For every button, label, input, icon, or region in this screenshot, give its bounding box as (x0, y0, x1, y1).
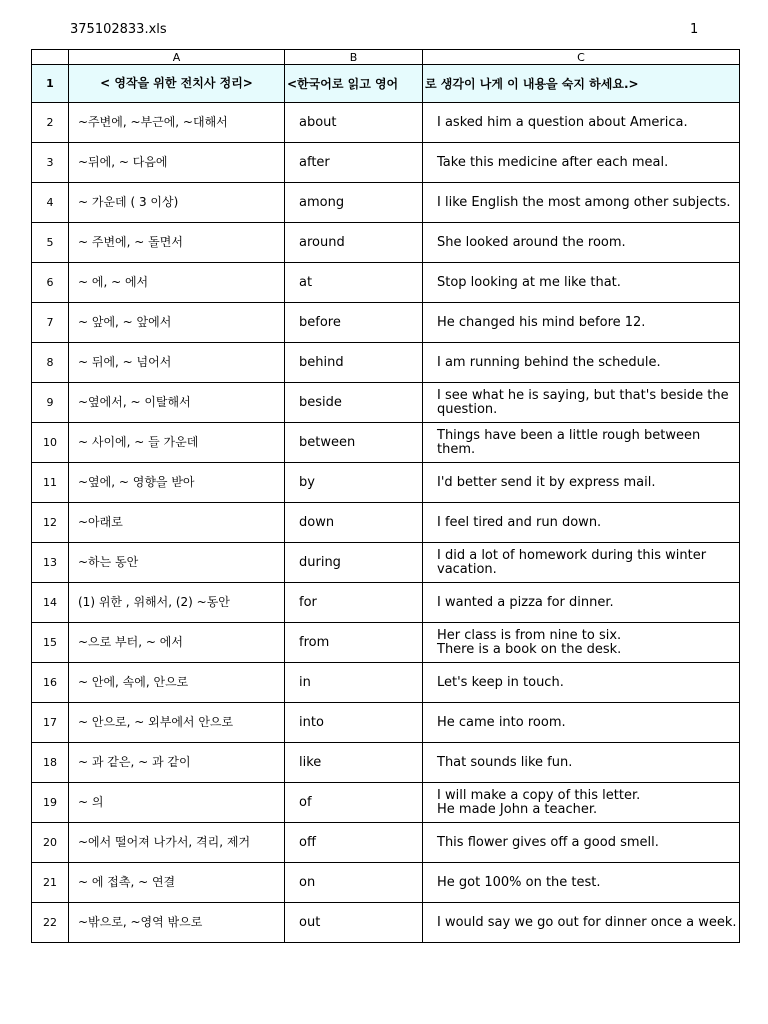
example-sentence-cell: Her class is from nine to six. There is a book on the desk. (423, 623, 740, 663)
preposition-cell: behind (285, 343, 423, 383)
korean-meaning-cell: ~ 가운데 ( 3 이상) (69, 183, 285, 223)
example-sentence-cell: Let's keep in touch. (423, 663, 740, 703)
korean-meaning-cell: ~ 뒤에, ~ 넘어서 (69, 343, 285, 383)
preposition-cell: in (285, 663, 423, 703)
table-row (32, 823, 740, 863)
row-number: 3 (32, 143, 69, 183)
preposition-cell: after (285, 143, 423, 183)
title-cell-a: < 영작을 위한 전치사 정리> (69, 65, 285, 103)
example-sentence-cell: Take this medicine after each meal. (423, 143, 740, 183)
row-number: 14 (32, 583, 69, 623)
example-sentence-cell: He came into room. (423, 703, 740, 743)
table-row (32, 543, 740, 583)
preposition-cell: down (285, 503, 423, 543)
table-row (32, 423, 740, 463)
row-number: 4 (32, 183, 69, 223)
preposition-cell: beside (285, 383, 423, 423)
row-number: 22 (32, 903, 69, 943)
row-number: 21 (32, 863, 69, 903)
table-row (32, 903, 740, 943)
korean-meaning-cell: ~ 에 접촉, ~ 연결 (69, 863, 285, 903)
title-cell-b: <한국어로 읽고 영어 (285, 65, 423, 103)
example-sentence-cell: He got 100% on the test. (423, 863, 740, 903)
page-number: 1 (690, 22, 699, 37)
table-row (32, 503, 740, 543)
row-number: 17 (32, 703, 69, 743)
preposition-cell: like (285, 743, 423, 783)
table-row (32, 663, 740, 703)
korean-meaning-cell: ~에서 떨어져 나가서, 격리, 제거 (69, 823, 285, 863)
table-row (32, 143, 740, 183)
korean-meaning-cell: ~ 과 같은, ~ 과 같이 (69, 743, 285, 783)
preposition-cell: out (285, 903, 423, 943)
row-number: 9 (32, 383, 69, 423)
example-sentence-cell: I would say we go out for dinner once a week. (423, 903, 740, 943)
korean-meaning-cell: ~ 앞에, ~ 앞에서 (69, 303, 285, 343)
korean-meaning-cell: ~ 주변에, ~ 돌면서 (69, 223, 285, 263)
table-row (32, 343, 740, 383)
corner-cell (32, 50, 69, 65)
example-sentence-cell: I like English the most among other subjects. (423, 183, 740, 223)
table-row (32, 383, 740, 423)
korean-meaning-cell: ~ 안에, 속에, 안으로 (69, 663, 285, 703)
example-sentence-cell: I am running behind the schedule. (423, 343, 740, 383)
preposition-cell: among (285, 183, 423, 223)
korean-meaning-cell: ~ 안으로, ~ 외부에서 안으로 (69, 703, 285, 743)
row-number: 15 (32, 623, 69, 663)
preposition-cell: for (285, 583, 423, 623)
korean-meaning-cell: ~옆에, ~ 영향을 받아 (69, 463, 285, 503)
korean-meaning-cell: ~밖으로, ~영역 밖으로 (69, 903, 285, 943)
column-header-c: C (423, 50, 740, 65)
korean-meaning-cell: ~ 의 (69, 783, 285, 823)
row-number: 6 (32, 263, 69, 303)
row-number: 13 (32, 543, 69, 583)
table-row (32, 783, 740, 823)
example-sentence-cell: I feel tired and run down. (423, 503, 740, 543)
table-row (32, 623, 740, 663)
row-number: 18 (32, 743, 69, 783)
row-number: 1 (32, 65, 69, 103)
example-sentence-cell: I see what he is saying, but that's beside the question. (423, 383, 740, 423)
table-row (32, 743, 740, 783)
column-header-row (32, 50, 740, 65)
example-sentence-cell: He changed his mind before 12. (423, 303, 740, 343)
example-sentence-cell: She looked around the room. (423, 223, 740, 263)
row-number: 11 (32, 463, 69, 503)
example-sentence-cell: I'd better send it by express mail. (423, 463, 740, 503)
example-sentence-cell: Things have been a little rough between them. (423, 423, 740, 463)
preposition-cell: into (285, 703, 423, 743)
table-row (32, 103, 740, 143)
table-row (32, 583, 740, 623)
title-cell-c: 로 생각이 나게 이 내용을 숙지 하세요.> (423, 65, 740, 103)
preposition-cell: during (285, 543, 423, 583)
example-sentence-cell: Stop looking at me like that. (423, 263, 740, 303)
table-row (32, 223, 740, 263)
row-number: 2 (32, 103, 69, 143)
korean-meaning-cell: ~하는 동안 (69, 543, 285, 583)
preposition-cell: on (285, 863, 423, 903)
korean-meaning-cell: (1) 위한 , 위해서, (2) ~동안 (69, 583, 285, 623)
example-sentence-cell: I asked him a question about America. (423, 103, 740, 143)
korean-meaning-cell: ~주변에, ~부근에, ~대해서 (69, 103, 285, 143)
preposition-cell: around (285, 223, 423, 263)
example-sentence-cell: This flower gives off a good smell. (423, 823, 740, 863)
row-number: 8 (32, 343, 69, 383)
preposition-cell: before (285, 303, 423, 343)
column-header-a: A (69, 50, 285, 65)
korean-meaning-cell: ~으로 부터, ~ 에서 (69, 623, 285, 663)
korean-meaning-cell: ~옆에서, ~ 이탈해서 (69, 383, 285, 423)
table-row (32, 863, 740, 903)
row-number: 7 (32, 303, 69, 343)
example-sentence-cell: I wanted a pizza for dinner. (423, 583, 740, 623)
preposition-cell: between (285, 423, 423, 463)
preposition-cell: by (285, 463, 423, 503)
preposition-cell: about (285, 103, 423, 143)
spreadsheet-table (31, 49, 740, 943)
table-row (32, 183, 740, 223)
korean-meaning-cell: ~뒤에, ~ 다음에 (69, 143, 285, 183)
table-row (32, 263, 740, 303)
title-row (32, 65, 740, 103)
column-header-b: B (285, 50, 423, 65)
preposition-cell: off (285, 823, 423, 863)
file-name: 375102833.xls (70, 22, 167, 37)
table-row (32, 303, 740, 343)
korean-meaning-cell: ~ 사이에, ~ 들 가운데 (69, 423, 285, 463)
preposition-cell: of (285, 783, 423, 823)
preposition-cell: at (285, 263, 423, 303)
example-sentence-cell: That sounds like fun. (423, 743, 740, 783)
korean-meaning-cell: ~아래로 (69, 503, 285, 543)
table-row (32, 463, 740, 503)
example-sentence-cell: I will make a copy of this letter. He made John a teacher. (423, 783, 740, 823)
example-sentence-cell: I did a lot of homework during this winter vacation. (423, 543, 740, 583)
row-number: 5 (32, 223, 69, 263)
row-number: 19 (32, 783, 69, 823)
row-number: 12 (32, 503, 69, 543)
row-number: 10 (32, 423, 69, 463)
row-number: 20 (32, 823, 69, 863)
preposition-cell: from (285, 623, 423, 663)
korean-meaning-cell: ~ 에, ~ 에서 (69, 263, 285, 303)
row-number: 16 (32, 663, 69, 703)
table-row (32, 703, 740, 743)
